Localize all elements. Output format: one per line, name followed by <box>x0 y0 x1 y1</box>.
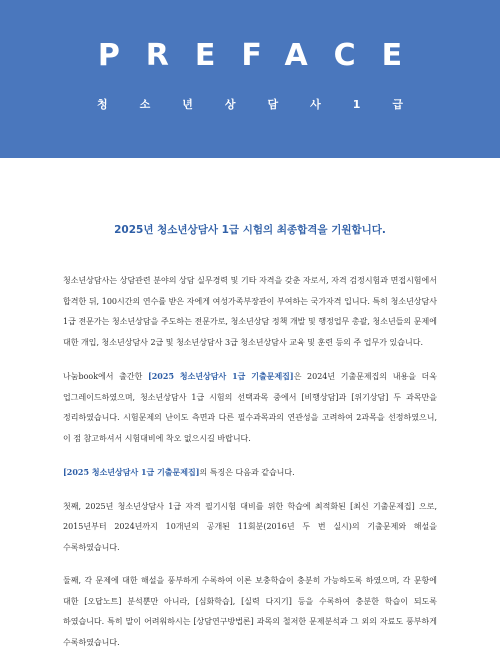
paragraph-book-lead: 나눔book에서 출간한 <box>63 372 148 381</box>
book-title-highlight-2: [2025 청소년상담사 1급 기출문제집] <box>63 467 200 477</box>
paragraph-book <box>63 366 437 449</box>
paragraph-second: 둘째, 각 문제에 대한 해설을 풍부하게 수록하여 이론 보충학습이 충분히 가능하도록 하였으며, 각 문항에 대한 [오답노트] 분석뿐만 아니라, [심화학습], [실력 다지기] 등을 수록하여 충분한 학습이 되도록 하였습니다. 특히 말이 어려워하시는 [상담연구방법론] 과목의 철저한 문제분석과 그 외의 자료도 풍부하게 수록하였습니다. <box>63 576 437 647</box>
preface-body <box>0 222 500 653</box>
paragraph-features-intro <box>63 462 437 484</box>
paragraph-features-rest: 의 특징은 다음과 같습니다. <box>199 468 295 477</box>
banner-title: PREFACE <box>97 38 429 73</box>
banner-subtitle: 청소년상담사1급 <box>96 98 436 111</box>
paragraph-first: 첫째, 2025년 청소년상담사 1급 자격 필기시험 대비를 위한 학습에 최적화된 [최신 기출문제집] 으로, 2015년부터 2024년까지 10개년의 공개된 11회분(2016년 두 번 실시)의 기출문제와 해설을 수록하였습니다. <box>63 501 437 552</box>
header-banner <box>0 0 500 158</box>
paragraph-book-rest: 은 2024년 기출문제집의 내용을 더욱 업그레이드하였으며, 청소년상담사 1급 시험의 선택과목 중에서 [비행상담]과 [위기상담] 두 과목만을 정리하였습니다. 시험문제의 난이도 측면과 다른 필수과목과의 연관성을 고려하여 2과목을 선정하였으니, 이 점 참고하셔서 시험대비에 착오 없으시길 바랍니다. <box>63 372 437 443</box>
paragraph-intro: 청소년상담사는 상담관련 분야의 상담 실무경력 및 기타 자격을 갖춘 자로서, 자격 검정시험과 면접시험에서 합격한 뒤, 100시간의 연수를 받은 자에게 여성가족부장관이 부여하는 국가자격 입니다. 특히 청소년상담사 1급 전문가는 청소년상담을 주도하는 전문가로, 청소년상담 정책 개발 및 행정업무 총괄, 청소년들의 문제에 대한 개입, 청소년상담사 2급 및 청소년상담사 3급 청소년상담사 교육 및 훈련 등의 주 업무가 있습니다. <box>63 276 437 347</box>
headline: 2025년 청소년상담사 1급 시험의 최종합격을 기원합니다. <box>114 224 386 236</box>
book-title-highlight: [2025 청소년상담사 1급 기출문제집] <box>147 371 294 381</box>
